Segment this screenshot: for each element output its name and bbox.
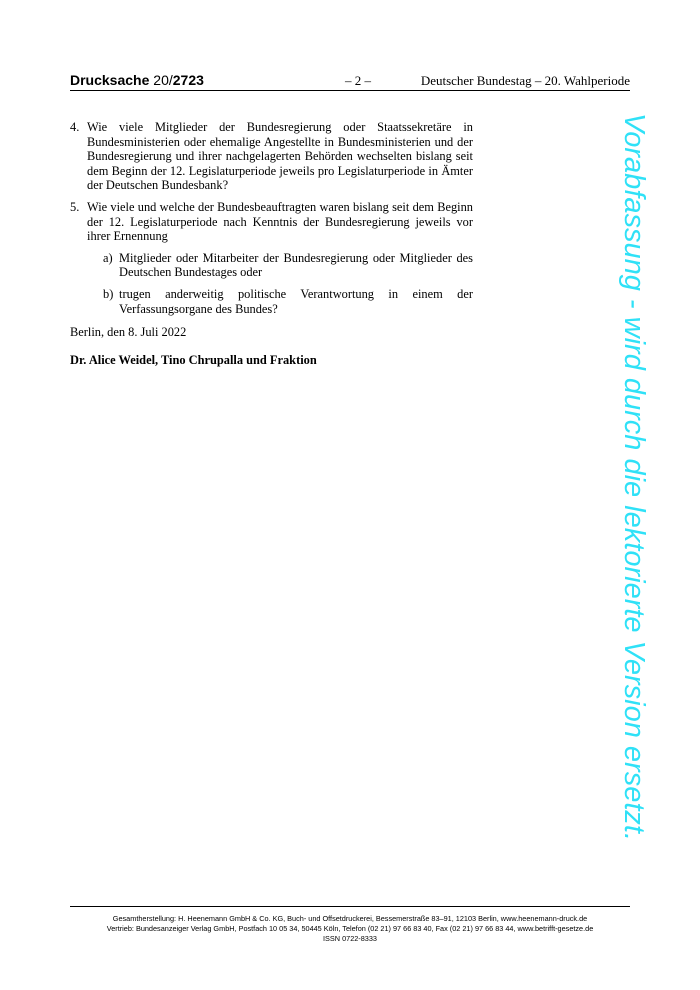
sub-item-label: b)	[103, 286, 114, 301]
place-date: Berlin, den 8. Juli 2022	[70, 325, 187, 339]
page-number: – 2 –	[345, 73, 371, 88]
question-5a	[87, 251, 473, 280]
question-5b	[87, 287, 473, 316]
footer-printer-line: Gesamtherstellung: H. Heenemann GmbH & Co. KG, Buch- und Offsetdruckerei, Bessemerstraße 83–91, 12103 Berlin, www.heenemann-druck.de	[112, 914, 588, 923]
question-text: Wie viele Mitglieder der Bundesregierung oder Staatssekretäre in Bundesministerien oder ehemalige Angestellte in Bundesministerien und der Bundesregierung und ihrer nachgelagerten Behörden wechselten bislang seit dem Beginn der 12. Legislaturperiode jeweils pro Legislaturperiode in Ämter der Deutschen Bundesbank?	[87, 120, 473, 193]
signatories: Dr. Alice Weidel, Tino Chrupalla und Fraktion	[70, 353, 317, 367]
draft-watermark: Vorabfassung - wird durch die lektorierte Version ersetzt.	[618, 113, 650, 842]
document-id	[70, 72, 204, 88]
footer-distribution-line: Vertrieb: Bundesanzeiger Verlag GmbH, Postfach 10 05 34, 50445 Köln, Telefon (02 21) 97 66 83 40, Fax (02 21) 97 66 83 44, www.betrifft-gesetze.de	[106, 924, 594, 933]
footer-divider	[70, 906, 630, 907]
document-prefix: Drucksache	[70, 72, 150, 88]
question-number: 5.	[70, 199, 80, 214]
document-number: 2723	[172, 72, 204, 88]
question-4	[70, 120, 473, 193]
page-footer	[70, 914, 630, 944]
sub-item-label: a)	[103, 250, 113, 265]
question-5	[70, 200, 473, 316]
document-origin: Deutscher Bundestag – 20. Wahlperiode	[420, 73, 630, 88]
document-number-period: 20/	[153, 72, 173, 88]
page-header	[70, 72, 630, 91]
sub-item-text: Mitglieder oder Mitarbeiter der Bundesregierung oder Mitglieder des Deutschen Bundestages oder	[119, 250, 473, 280]
footer-issn: ISSN 0722-8333	[323, 934, 377, 943]
question-number: 4.	[70, 120, 80, 134]
sub-item-text: trugen anderweitig politische Verantwortung in einem der Verfassungsorgane des Bundes?	[119, 286, 473, 316]
questions-list	[70, 120, 473, 323]
question-text: Wie viele und welche der Bundesbeauftragten waren bislang seit dem Beginn der 12. Legislaturperiode nach Kenntnis der Bundesregierung jeweils vor ihrer Ernennung	[87, 199, 473, 244]
